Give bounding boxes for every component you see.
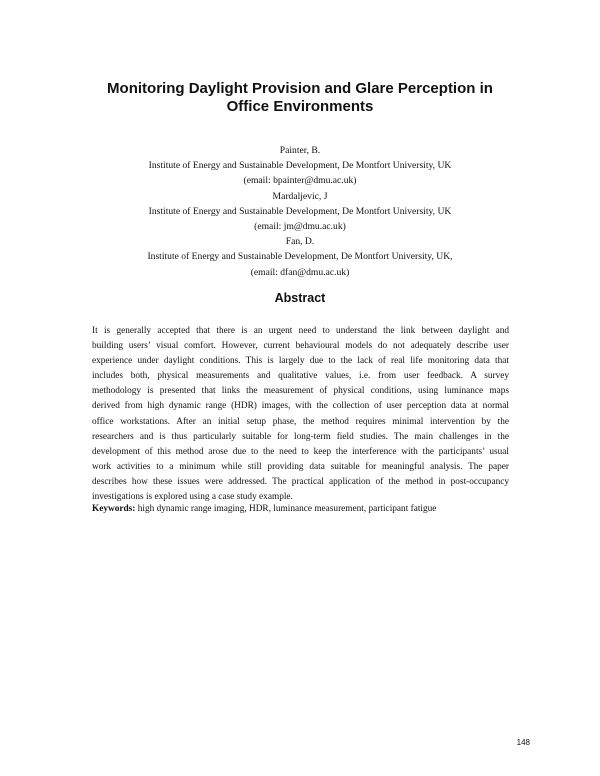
keywords-text: high dynamic range imaging, HDR, luminance measurement, participant fatigue bbox=[135, 504, 437, 514]
abstract-line: investigations is explored using a case study example. bbox=[92, 492, 293, 503]
abstract-line: researchers and is thus particularly suitable for long-term field studies. The main challenges in the bbox=[92, 431, 509, 442]
author-name: Mardaljevic, J bbox=[272, 190, 328, 202]
abstract-body bbox=[92, 324, 509, 505]
abstract-heading: Abstract bbox=[274, 291, 326, 305]
abstract-line: experience under daylight conditions. This is largely due to the lack of real life monitoring data that bbox=[92, 356, 509, 367]
keywords bbox=[92, 502, 509, 517]
author-name: Fan, D. bbox=[285, 236, 315, 248]
abstract-line: building users’ visual comfort. However, current behavioural models do not adequately describe user bbox=[92, 341, 509, 352]
keywords-label: Keywords: bbox=[92, 504, 136, 514]
title-line-1: Monitoring Daylight Provision and Glare Perception in bbox=[107, 80, 493, 97]
abstract-line: office workstations. After an initial setup phase, the method requires minimal intervention by the bbox=[92, 416, 509, 427]
author-block bbox=[40, 143, 560, 280]
author-affiliation: Institute of Energy and Sustainable Development, De Montfort University, UK, bbox=[147, 251, 453, 263]
abstract-line: includes both, physical measurements and qualitative values, i.e. from user feedback. A survey bbox=[92, 371, 509, 382]
abstract-line: describes how these issues were addressed. The practical application of the method in post-occupancy bbox=[92, 476, 509, 487]
author-email: (email: bpainter@dmu.ac.uk) bbox=[243, 175, 357, 187]
author-email: (email: jm@dmu.ac.uk) bbox=[254, 221, 346, 233]
abstract-line: work activities to a minimum while still providing data suitable for meaningful analysis. The paper bbox=[92, 461, 509, 472]
abstract-line: It is generally accepted that there is an urgent need to understand the link between daylight and bbox=[92, 326, 509, 336]
title-line-2: Office Environments bbox=[226, 98, 374, 115]
author-affiliation: Institute of Energy and Sustainable Development, De Montfort University, UK bbox=[148, 160, 452, 172]
abstract-line: development of this method arose due to the need to keep the interference with the participants’ usual bbox=[92, 446, 509, 457]
abstract-line: methodology is presented that links the measurement of physical conditions, using luminance maps bbox=[92, 386, 509, 397]
author-name: Painter, B. bbox=[279, 145, 321, 156]
page-number: 148 bbox=[516, 738, 530, 747]
paper-title bbox=[60, 80, 540, 116]
abstract-line: derived from high dynamic range (HDR) images, with the collection of user perception data at normal bbox=[92, 401, 509, 412]
author-affiliation: Institute of Energy and Sustainable Development, De Montfort University, UK bbox=[148, 205, 452, 217]
author-email: (email: dfan@dmu.ac.uk) bbox=[250, 266, 350, 278]
